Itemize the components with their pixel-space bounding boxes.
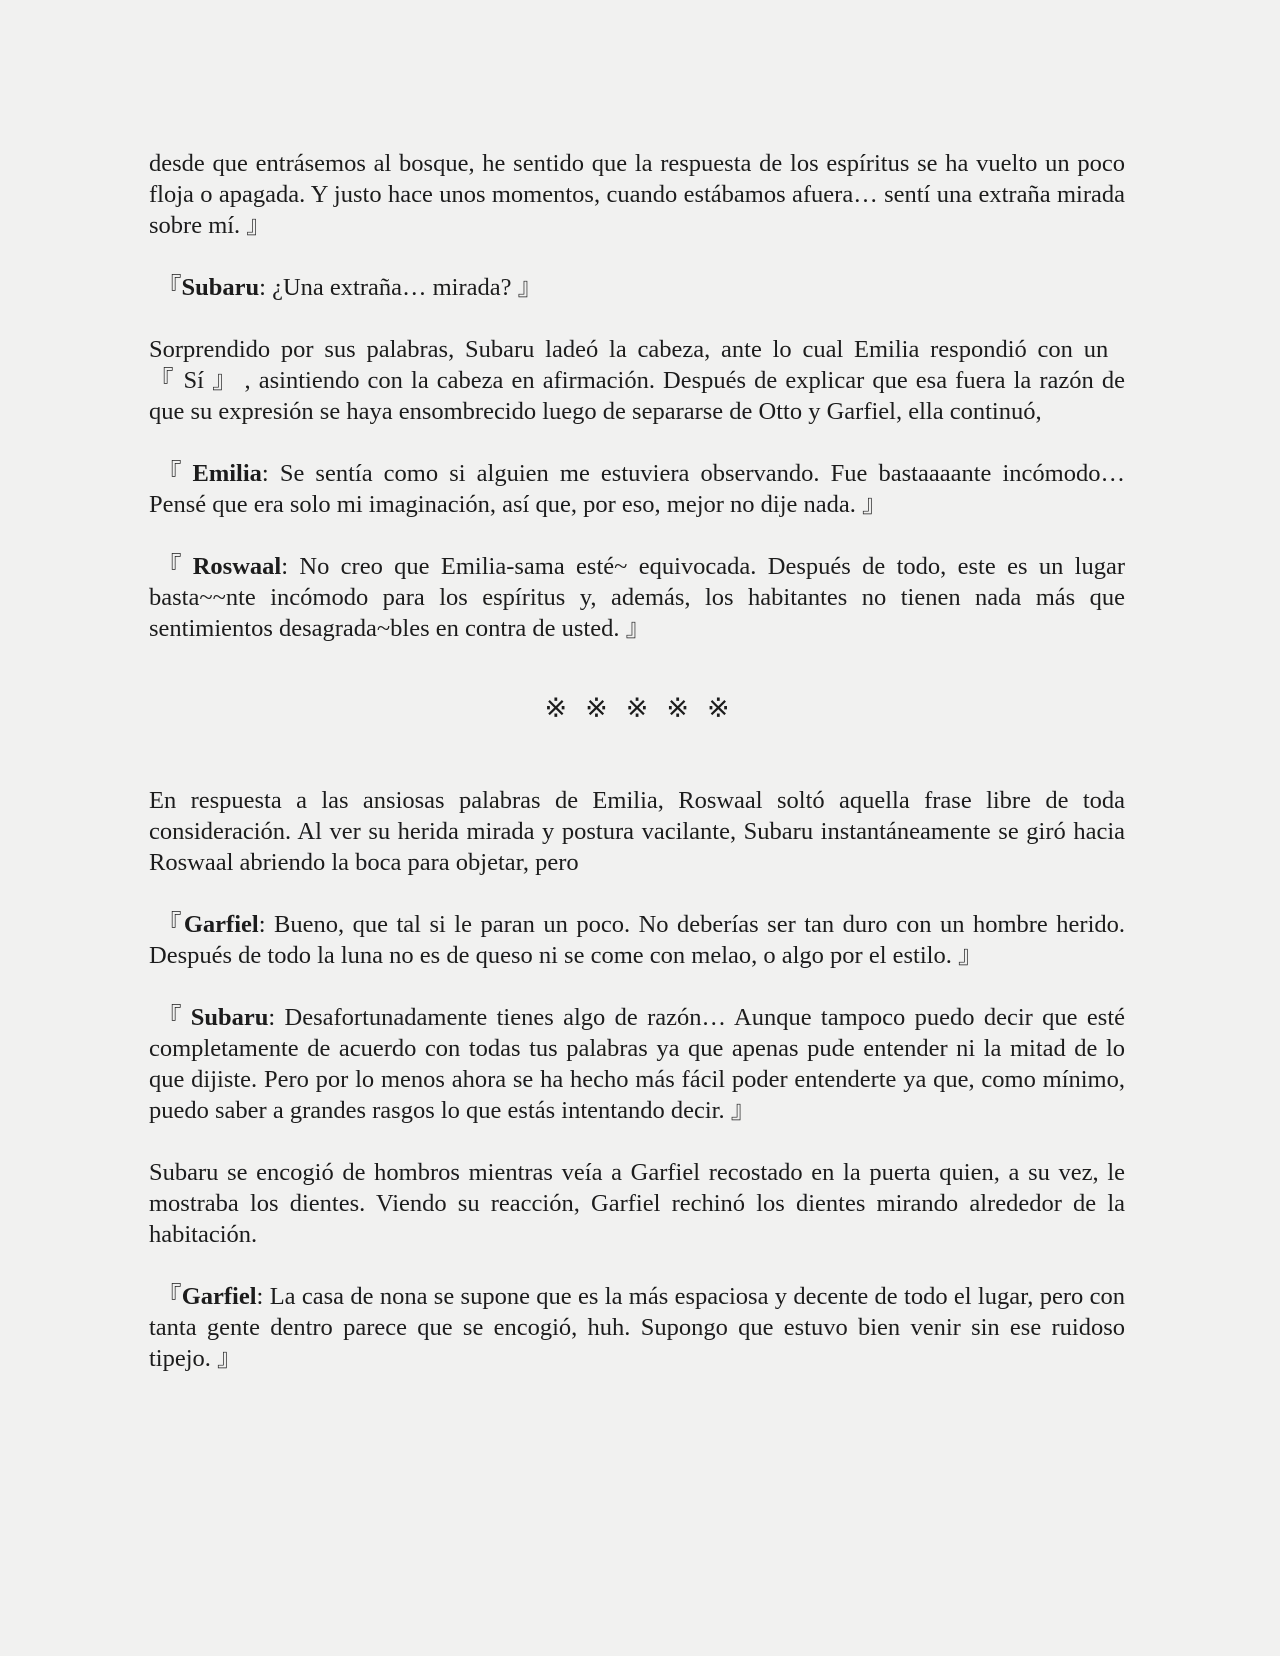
speaker-name: Garfiel (181, 1283, 257, 1310)
dialogue-text: : Bueno, que tal si le paran un poco. No deberías ser tan duro con un hombre herido. Después de todo la luna no es de queso ni se come con melao, o algo por el estilo. 』 (149, 911, 1125, 969)
speaker-name: Emilia (192, 460, 262, 487)
scene-separator (149, 689, 1125, 729)
paragraph-3 (149, 334, 1125, 427)
speaker-name: Garfiel (183, 911, 259, 938)
speaker-name: Subaru (181, 274, 260, 301)
open-quote: 『 (157, 553, 187, 580)
separator-mark: ※ (625, 693, 649, 724)
dialogue-subaru-2 (149, 1002, 1125, 1126)
dialogue-text: : La casa de nona se supone que es la más espaciosa y decente de todo el lugar, pero con tanta gente dentro parece que se encogió, huh. Supongo que estuvo bien venir sin ese ruidoso tipejo. 』 (149, 1283, 1125, 1372)
open-quote: 『 (157, 460, 187, 487)
paragraph-text: , asintiendo con la cabeza en afirmación. Después de explicar que esa fuera la razón de que su expresión se haya ensombrecido luego de separarse de Otto y Garfiel, ella continuó, (149, 367, 1125, 425)
separator-mark: ※ (666, 693, 689, 724)
paragraph-6 (149, 785, 1125, 878)
dialogue-garfiel-2 (149, 1281, 1125, 1374)
open-quote: 『 (157, 911, 184, 938)
dialogue-roswaal (149, 551, 1125, 644)
dialogue-text: : ¿Una extraña… mirada? 』 (259, 274, 543, 301)
paragraph-9 (149, 1157, 1125, 1250)
open-quote: 『 (157, 274, 182, 301)
dialogue-text: : Desafortunadamente tienes algo de razón… Aunque tampoco puedo decir que esté completamente de acuerdo con todas tus palabras ya que apenas pude entender ni la mitad de lo que dijiste. Pero por lo menos ahora se ha hecho más fácil poder entenderte ya que, como mínimo, puedo saber a grandes rasgos lo que estás intentando decir. 』 (149, 1004, 1125, 1124)
separator-mark: ※ (585, 693, 608, 724)
separator-mark: ※ (706, 693, 730, 724)
dialogue-subaru-1 (149, 272, 1125, 303)
separator-mark: ※ (544, 693, 568, 724)
dialogue-emilia (149, 458, 1125, 520)
speaker-name: Roswaal (192, 553, 282, 580)
open-quote: 『 (157, 1283, 182, 1310)
inline-quote: 『 Sí 』 (149, 367, 239, 394)
dialogue-text: : No creo que Emilia-sama esté~ equivocada. Después de todo, este es un lugar basta~~nte incómodo para los espíritus y, además, los habitantes no tienen nada más que sentimientos desagrada~bles en contra de usted. 』 (149, 553, 1126, 642)
paragraph-text: Subaru se encogió de hombros mientras veía a Garfiel recostado en la puerta quien, a su vez, le mostraba los dientes. Viendo su reacción, Garfiel rechinó los dientes mirando alrededor de la habitación. (149, 1159, 1125, 1248)
dialogue-text: : Se sentía como si alguien me estuviera observando. Fue bastaaaante incómodo… Pensé que era solo mi imaginación, así que, por eso, mejor no dije nada. 』 (149, 460, 1125, 518)
paragraph-text: En respuesta a las ansiosas palabras de Emilia, Roswaal soltó aquella frase libre de toda consideración. Al ver su herida mirada y postura vacilante, Subaru instantáneamente se giró hacia Roswaal abriendo la boca para objetar, pero (149, 787, 1125, 876)
document-page (149, 148, 1125, 1374)
paragraph-text: Sorprendido por sus palabras, Subaru ladeó la cabeza, ante lo cual Emilia respondió con un (149, 336, 1119, 363)
open-quote: 『 (157, 1004, 185, 1031)
paragraph-text: desde que entrásemos al bosque, he sentido que la respuesta de los espíritus se ha vuelto un poco floja o apagada. Y justo hace unos momentos, cuando estábamos afuera… sentí una extraña mirada sobre mí. 』 (149, 150, 1125, 239)
dialogue-garfiel-1 (149, 909, 1125, 971)
speaker-name: Subaru (190, 1004, 269, 1031)
paragraph-1 (149, 148, 1125, 241)
